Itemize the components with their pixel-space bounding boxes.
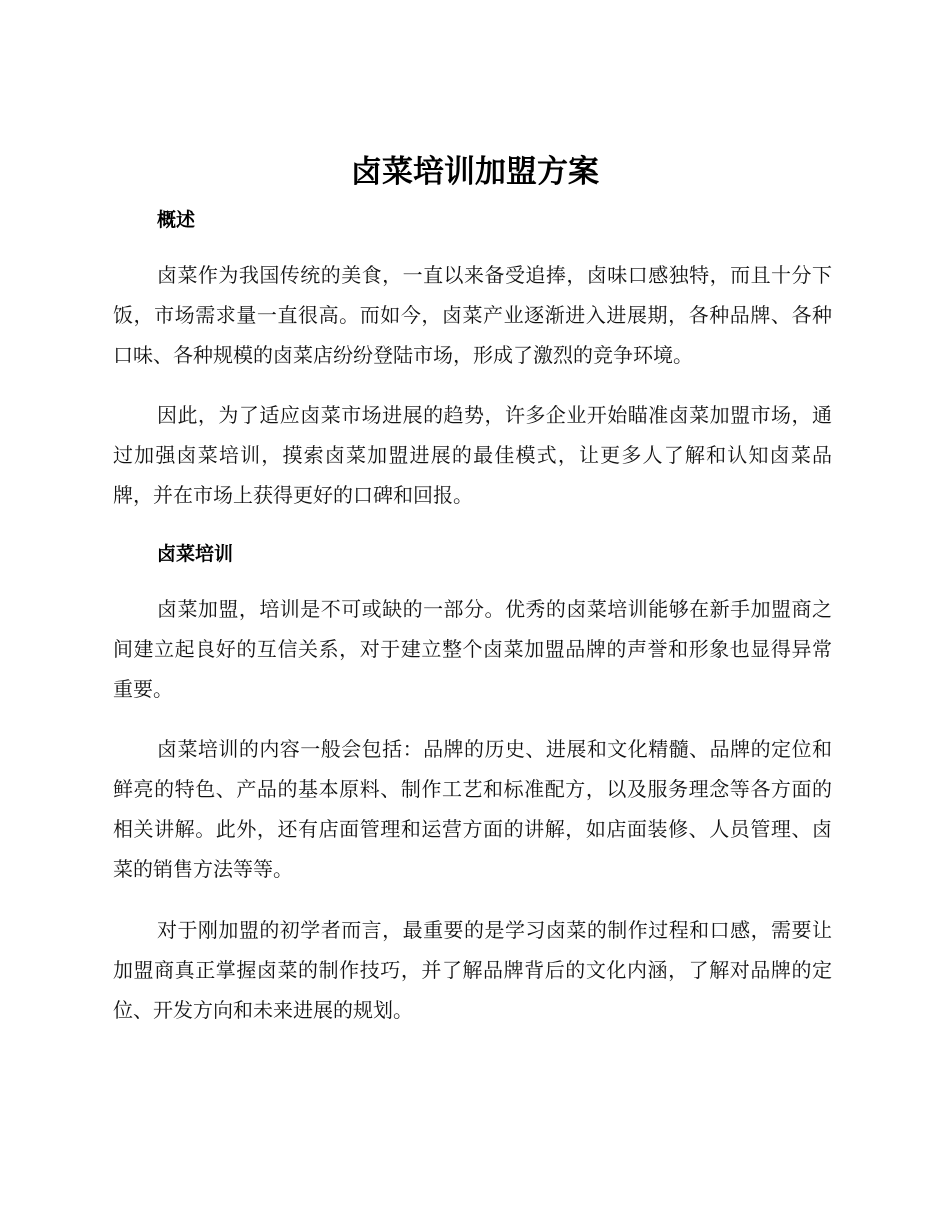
section-heading-overview: 概述 bbox=[157, 209, 196, 231]
paragraph-overview-1: 卤菜作为我国传统的美食，一直以来备受追捧，卤味口感独特，而且十分下饭，市场需求量一直很高。而如今，卤菜产业逐渐进入进展期，各种品牌、各种口味、各种规模的卤菜店纷纷登陆市场，形成了激烈的竞争环境。 bbox=[113, 263, 832, 367]
document-title: 卤菜培训加盟方案 bbox=[351, 154, 599, 190]
paragraph-training-2: 卤菜培训的内容一般会包括：品牌的历史、进展和文化精髓、品牌的定位和鲜亮的特色、产品的基本原料、制作工艺和标准配方，以及服务理念等各方面的相关讲解。此外，还有店面管理和运营方面的讲解，如店面装修、人员管理、卤菜的销售方法等等。 bbox=[113, 737, 832, 881]
section-heading-training: 卤菜培训 bbox=[157, 543, 234, 565]
paragraph-training-3: 对于刚加盟的初学者而言，最重要的是学习卤菜的制作过程和口感，需要让加盟商真正掌握卤菜的制作技巧，并了解品牌背后的文化内涵，了解对品牌的定位、开发方向和未来进展的规划。 bbox=[113, 918, 832, 1022]
paragraph-training-1: 卤菜加盟，培训是不可或缺的一部分。优秀的卤菜培训能够在新手加盟商之间建立起良好的互信关系，对于建立整个卤菜加盟品牌的声誉和形象也显得异常重要。 bbox=[113, 597, 832, 701]
paragraph-overview-2: 因此，为了适应卤菜市场进展的趋势，许多企业开始瞄准卤菜加盟市场，通过加强卤菜培训，摸索卤菜加盟进展的最佳模式，让更多人了解和认知卤菜品牌，并在市场上获得更好的口碑和回报。 bbox=[113, 403, 832, 507]
